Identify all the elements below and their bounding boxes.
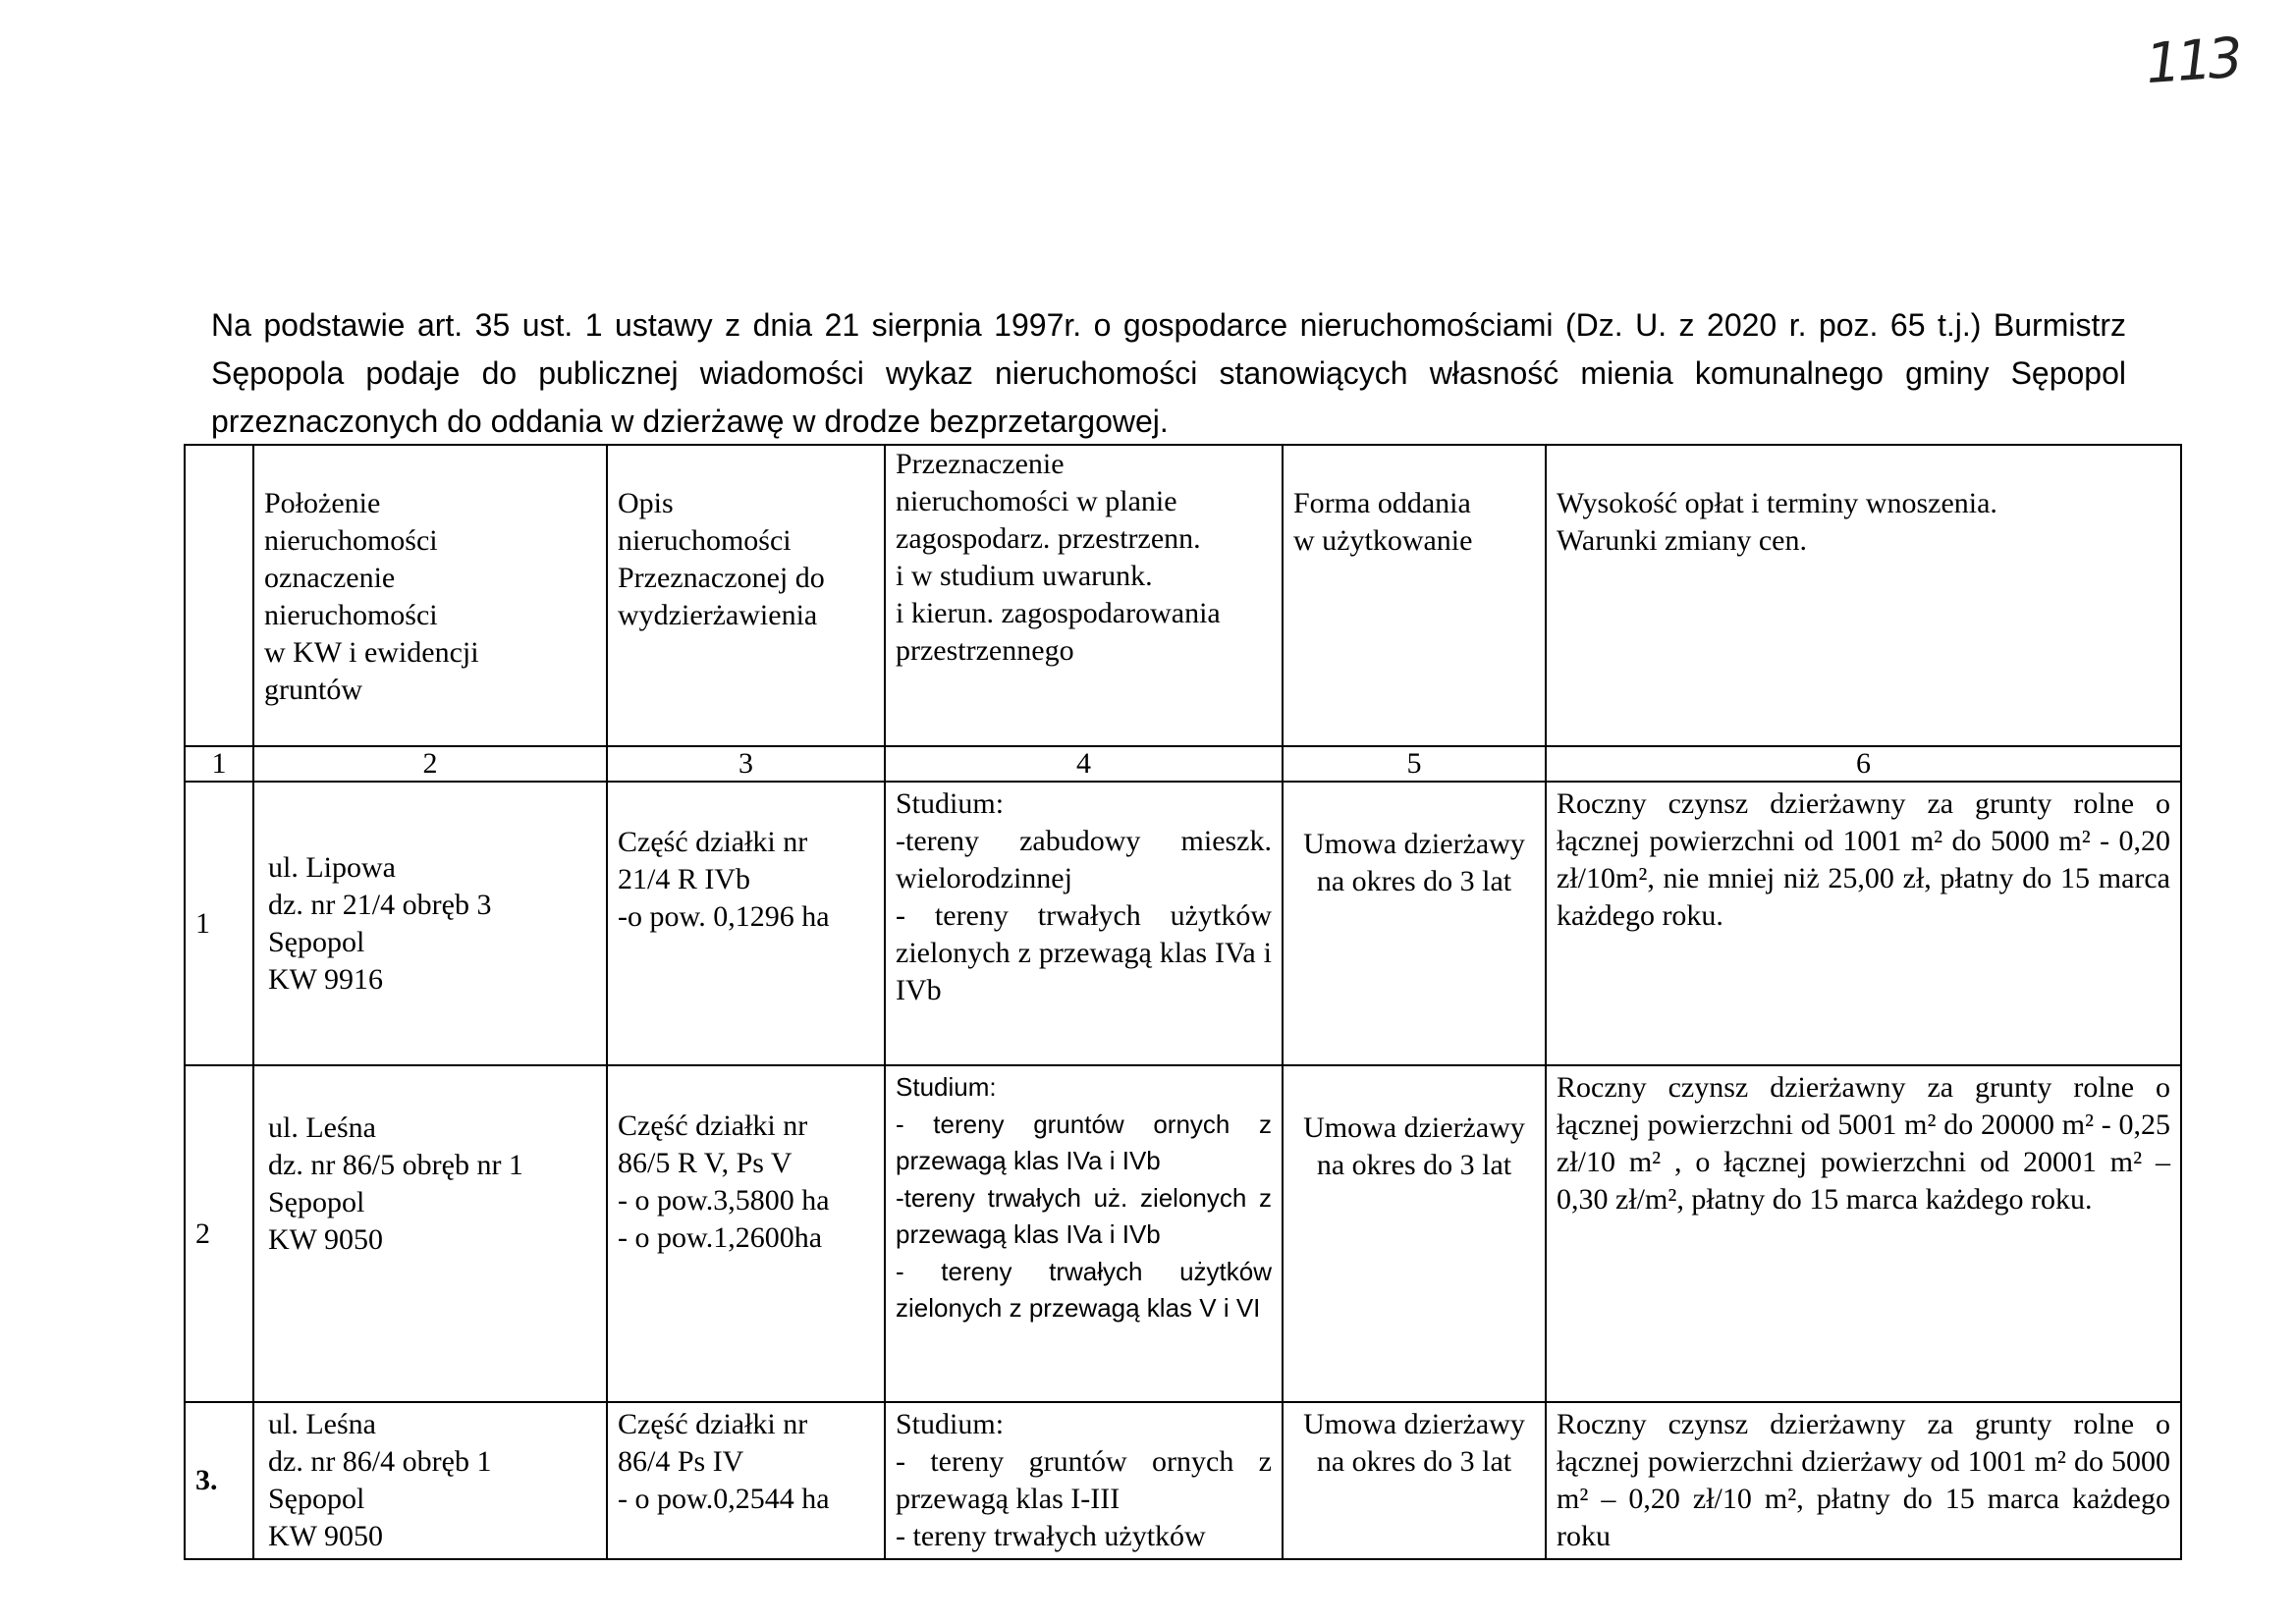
column-number: 2 <box>253 746 607 782</box>
row-purpose: Studium: - tereny gruntów ornych z przewagą klas I-III - tereny trwałych użytków <box>885 1402 1283 1559</box>
row-description: Część działki nr 86/5 R V, Ps V - o pow.3,5800 ha - o pow.1,2600ha <box>607 1065 885 1402</box>
row-location: ul. Leśna dz. nr 86/4 obręb 1 Sępopol KW 9050 <box>253 1402 607 1559</box>
row-form: Umowa dzierżawy na okres do 3 lat <box>1283 782 1546 1065</box>
property-list-table <box>184 444 2182 1560</box>
row-fees: Roczny czynsz dzierżawny za grunty rolne o łącznej powierzchni od 5001 m² do 20000 m² - 0,25 zł/10 m² , o łącznej powierzchni od 20001 m² – 0,30 zł/m², płatny do 15 marca każdego roku. <box>1546 1065 2181 1402</box>
table-row <box>185 1065 2181 1402</box>
row-form: Umowa dzierżawy na okres do 3 lat <box>1283 1402 1546 1559</box>
row-location: ul. Lipowa dz. nr 21/4 obręb 3 Sępopol KW 9916 <box>253 782 607 1065</box>
page-number: 113 <box>2143 26 2242 97</box>
column-number-row <box>185 746 2181 782</box>
row-fees: Roczny czynsz dzierżawny za grunty rolne o łącznej powierzchni dzierżawy od 1001 m² do 5000 m² – 0,20 zł/10 m², płatny do 15 marca każdego roku <box>1546 1402 2181 1559</box>
header-purpose: Przeznaczenie nieruchomości w planie zagospodarz. przestrzenn. i w studium uwarunk. i kierun. zagospodarowania przestrzennego <box>885 445 1283 746</box>
header-lp <box>185 445 253 746</box>
row-lp: 3. <box>185 1402 253 1559</box>
header-location: Położenie nieruchomości oznaczenie nieruchomości w KW i ewidencji gruntów <box>253 445 607 746</box>
column-number: 1 <box>185 746 253 782</box>
row-form: Umowa dzierżawy na okres do 3 lat <box>1283 1065 1546 1402</box>
header-description: Opis nieruchomości Przeznaczonej do wydzierżawienia <box>607 445 885 746</box>
table-header-row <box>185 445 2181 746</box>
table-row <box>185 1402 2181 1559</box>
column-number: 5 <box>1283 746 1546 782</box>
row-fees: Roczny czynsz dzierżawny za grunty rolne o łącznej powierzchni od 1001 m² do 5000 m² - 0,20 zł/10m², nie mniej niż 25,00 zł, płatny do 15 marca każdego roku. <box>1546 782 2181 1065</box>
intro-paragraph: Na podstawie art. 35 ust. 1 ustawy z dnia 21 sierpnia 1997r. o gospodarce nieruchomościami (Dz. U. z 2020 r. poz. 65 t.j.) Burmistrz Sępopola podaje do publicznej wiadomości wykaz nieruchomości stanowiących własność mienia komunalnego gminy Sępopol przeznaczonych do oddania w dzierżawę w drodze bezprzetargowej. <box>211 307 2126 439</box>
column-number: 6 <box>1546 746 2181 782</box>
row-description: Część działki nr 86/4 Ps IV - o pow.0,2544 ha <box>607 1402 885 1559</box>
row-description: Część działki nr 21/4 R IVb -o pow. 0,1296 ha <box>607 782 885 1065</box>
header-form: Forma oddania w użytkowanie <box>1283 445 1546 746</box>
header-fees: Wysokość opłat i terminy wnoszenia. Warunki zmiany cen. <box>1546 445 2181 746</box>
column-number: 4 <box>885 746 1283 782</box>
row-lp: 2 <box>185 1065 253 1402</box>
column-number: 3 <box>607 746 885 782</box>
table-row <box>185 782 2181 1065</box>
row-purpose: Studium: -tereny zabudowy mieszk. wielorodzinnej - tereny trwałych użytków zielonych z przewagą klas IVa i IVb <box>885 782 1283 1065</box>
row-lp: 1 <box>185 782 253 1065</box>
row-purpose: Studium: - tereny gruntów ornych z przewagą klas IVa i IVb -tereny trwałych uż. zielonych z przewagą klas IVa i IVb - tereny trwałych użytków zielonych z przewagą klas V i VI <box>885 1065 1283 1402</box>
row-location: ul. Leśna dz. nr 86/5 obręb nr 1 Sępopol KW 9050 <box>253 1065 607 1402</box>
